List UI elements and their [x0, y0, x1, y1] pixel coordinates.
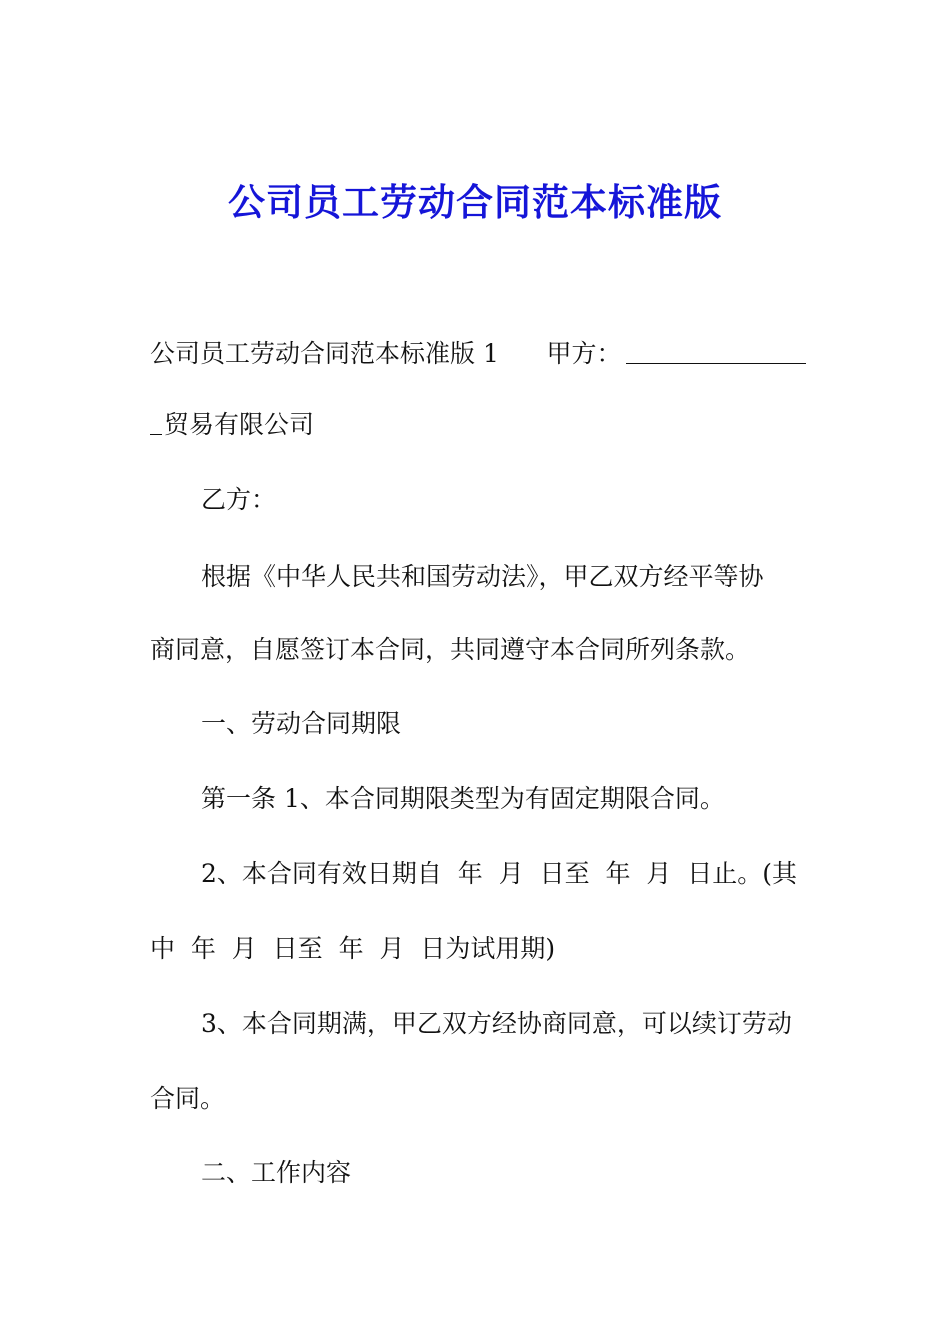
party-a-blank [626, 339, 806, 364]
item-2-line-2: 中 年 月 日至 年 月 日为试用期) [150, 934, 556, 963]
article-1-line: 第一条 1、本合同期限类型为有固定期限合同。 [201, 784, 725, 813]
party-a-name-line [150, 407, 314, 443]
party-a-name-blank [150, 410, 162, 435]
item-3-line-1: 3、本合同期满，甲乙双方经协商同意，可以续订劳动 [201, 1009, 792, 1038]
party-b-line: 乙方： [201, 485, 277, 514]
section-heading-2: 二、工作内容 [201, 1158, 352, 1187]
item-3-line-2: 合同。 [150, 1084, 226, 1113]
party-a-suffix: 贸易有限公司 [164, 410, 315, 439]
intro-paragraph-line-2: 商同意，自愿签订本合同，共同遵守本合同所列条款。 [150, 635, 751, 664]
header-line-text: 公司员工劳动合同范本标准版 1 甲方： [150, 339, 622, 368]
intro-paragraph-line-1: 根据《中华人民共和国劳动法》，甲乙双方经平等协 [201, 562, 764, 591]
document-title: 公司员工劳动合同范本标准版 [228, 181, 722, 224]
section-heading-1: 一、劳动合同期限 [201, 709, 402, 738]
item-2-line-1: 2、本合同有效日期自 年 月 日至 年 月 日止。(其 [201, 859, 798, 888]
header-line [150, 336, 806, 372]
